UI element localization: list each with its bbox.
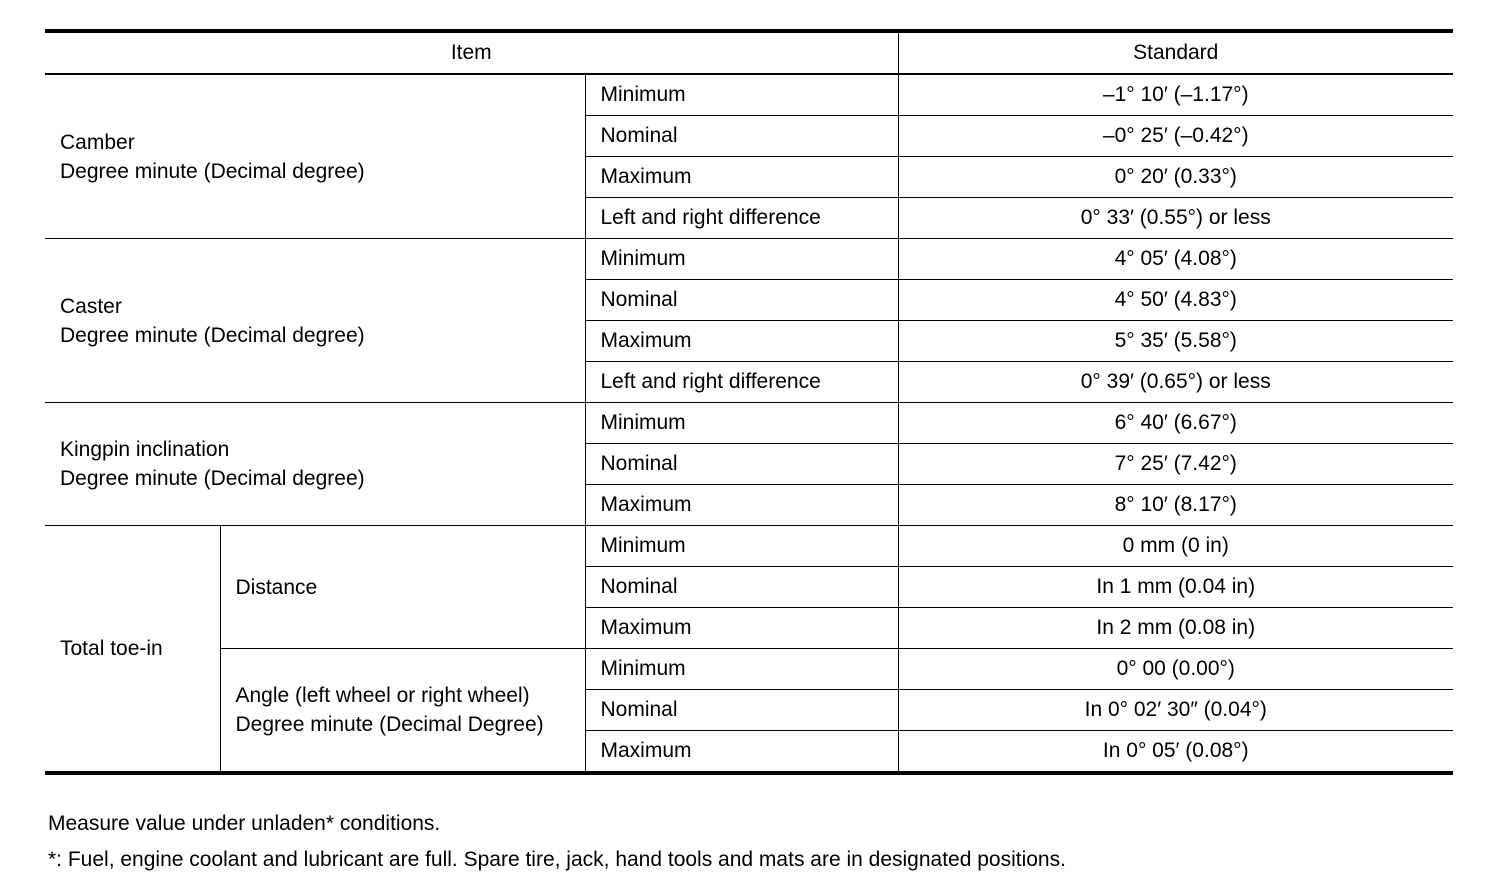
param-cell: Maximum <box>585 608 898 649</box>
caster-label: Caster Degree minute (Decimal degree) <box>45 239 585 403</box>
param-cell: Maximum <box>585 731 898 774</box>
value-cell: 6° 40′ (6.67°) <box>898 403 1453 444</box>
value-cell: In 2 mm (0.08 in) <box>898 608 1453 649</box>
value-cell: In 0° 05′ (0.08°) <box>898 731 1453 774</box>
value-cell: In 1 mm (0.04 in) <box>898 567 1453 608</box>
param-cell: Maximum <box>585 321 898 362</box>
param-cell: Maximum <box>585 485 898 526</box>
table-row <box>45 649 1453 690</box>
kingpin-label: Kingpin inclination Degree minute (Decimal degree) <box>45 403 585 526</box>
param-cell: Minimum <box>585 403 898 444</box>
param-cell: Nominal <box>585 116 898 157</box>
table-row <box>45 526 1453 567</box>
value-cell: In 0° 02′ 30″ (0.04°) <box>898 690 1453 731</box>
note-unladen: Measure value under unladen* conditions. <box>48 812 441 835</box>
table-row <box>45 74 1453 116</box>
value-cell: 0 mm (0 in) <box>898 526 1453 567</box>
value-cell: 0° 33′ (0.55°) or less <box>898 198 1453 239</box>
table-row <box>45 403 1453 444</box>
param-cell: Maximum <box>585 157 898 198</box>
value-cell: 0° 39′ (0.65°) or less <box>898 362 1453 403</box>
param-cell: Left and right difference <box>585 362 898 403</box>
note-footnote: *: Fuel, engine coolant and lubricant are full. Spare tire, jack, hand tools and mats are in designated positions. <box>48 848 1066 871</box>
param-cell: Nominal <box>585 280 898 321</box>
distance-label: Distance <box>220 526 585 649</box>
value-cell: 7° 25′ (7.42°) <box>898 444 1453 485</box>
param-cell: Minimum <box>585 649 898 690</box>
wheel-alignment-table <box>45 29 1453 775</box>
toe-in-label: Total toe-in <box>45 526 220 774</box>
value-cell: 5° 35′ (5.58°) <box>898 321 1453 362</box>
value-cell: 0° 00 (0.00°) <box>898 649 1453 690</box>
param-cell: Left and right difference <box>585 198 898 239</box>
value-cell: 4° 05′ (4.08°) <box>898 239 1453 280</box>
angle-label: Angle (left wheel or right wheel) Degree minute (Decimal Degree) <box>220 649 585 774</box>
param-cell: Minimum <box>585 239 898 280</box>
value-cell: –1° 10′ (–1.17°) <box>898 74 1453 116</box>
header-standard: Standard <box>898 31 1453 74</box>
value-cell: 4° 50′ (4.83°) <box>898 280 1453 321</box>
table-row <box>45 239 1453 280</box>
camber-label: Camber Degree minute (Decimal degree) <box>45 74 585 239</box>
value-cell: 8° 10′ (8.17°) <box>898 485 1453 526</box>
param-cell: Nominal <box>585 444 898 485</box>
value-cell: 0° 20′ (0.33°) <box>898 157 1453 198</box>
header-row <box>45 31 1453 74</box>
param-cell: Nominal <box>585 690 898 731</box>
header-item: Item <box>45 31 898 74</box>
param-cell: Minimum <box>585 526 898 567</box>
param-cell: Nominal <box>585 567 898 608</box>
value-cell: –0° 25′ (–0.42°) <box>898 116 1453 157</box>
param-cell: Minimum <box>585 74 898 116</box>
